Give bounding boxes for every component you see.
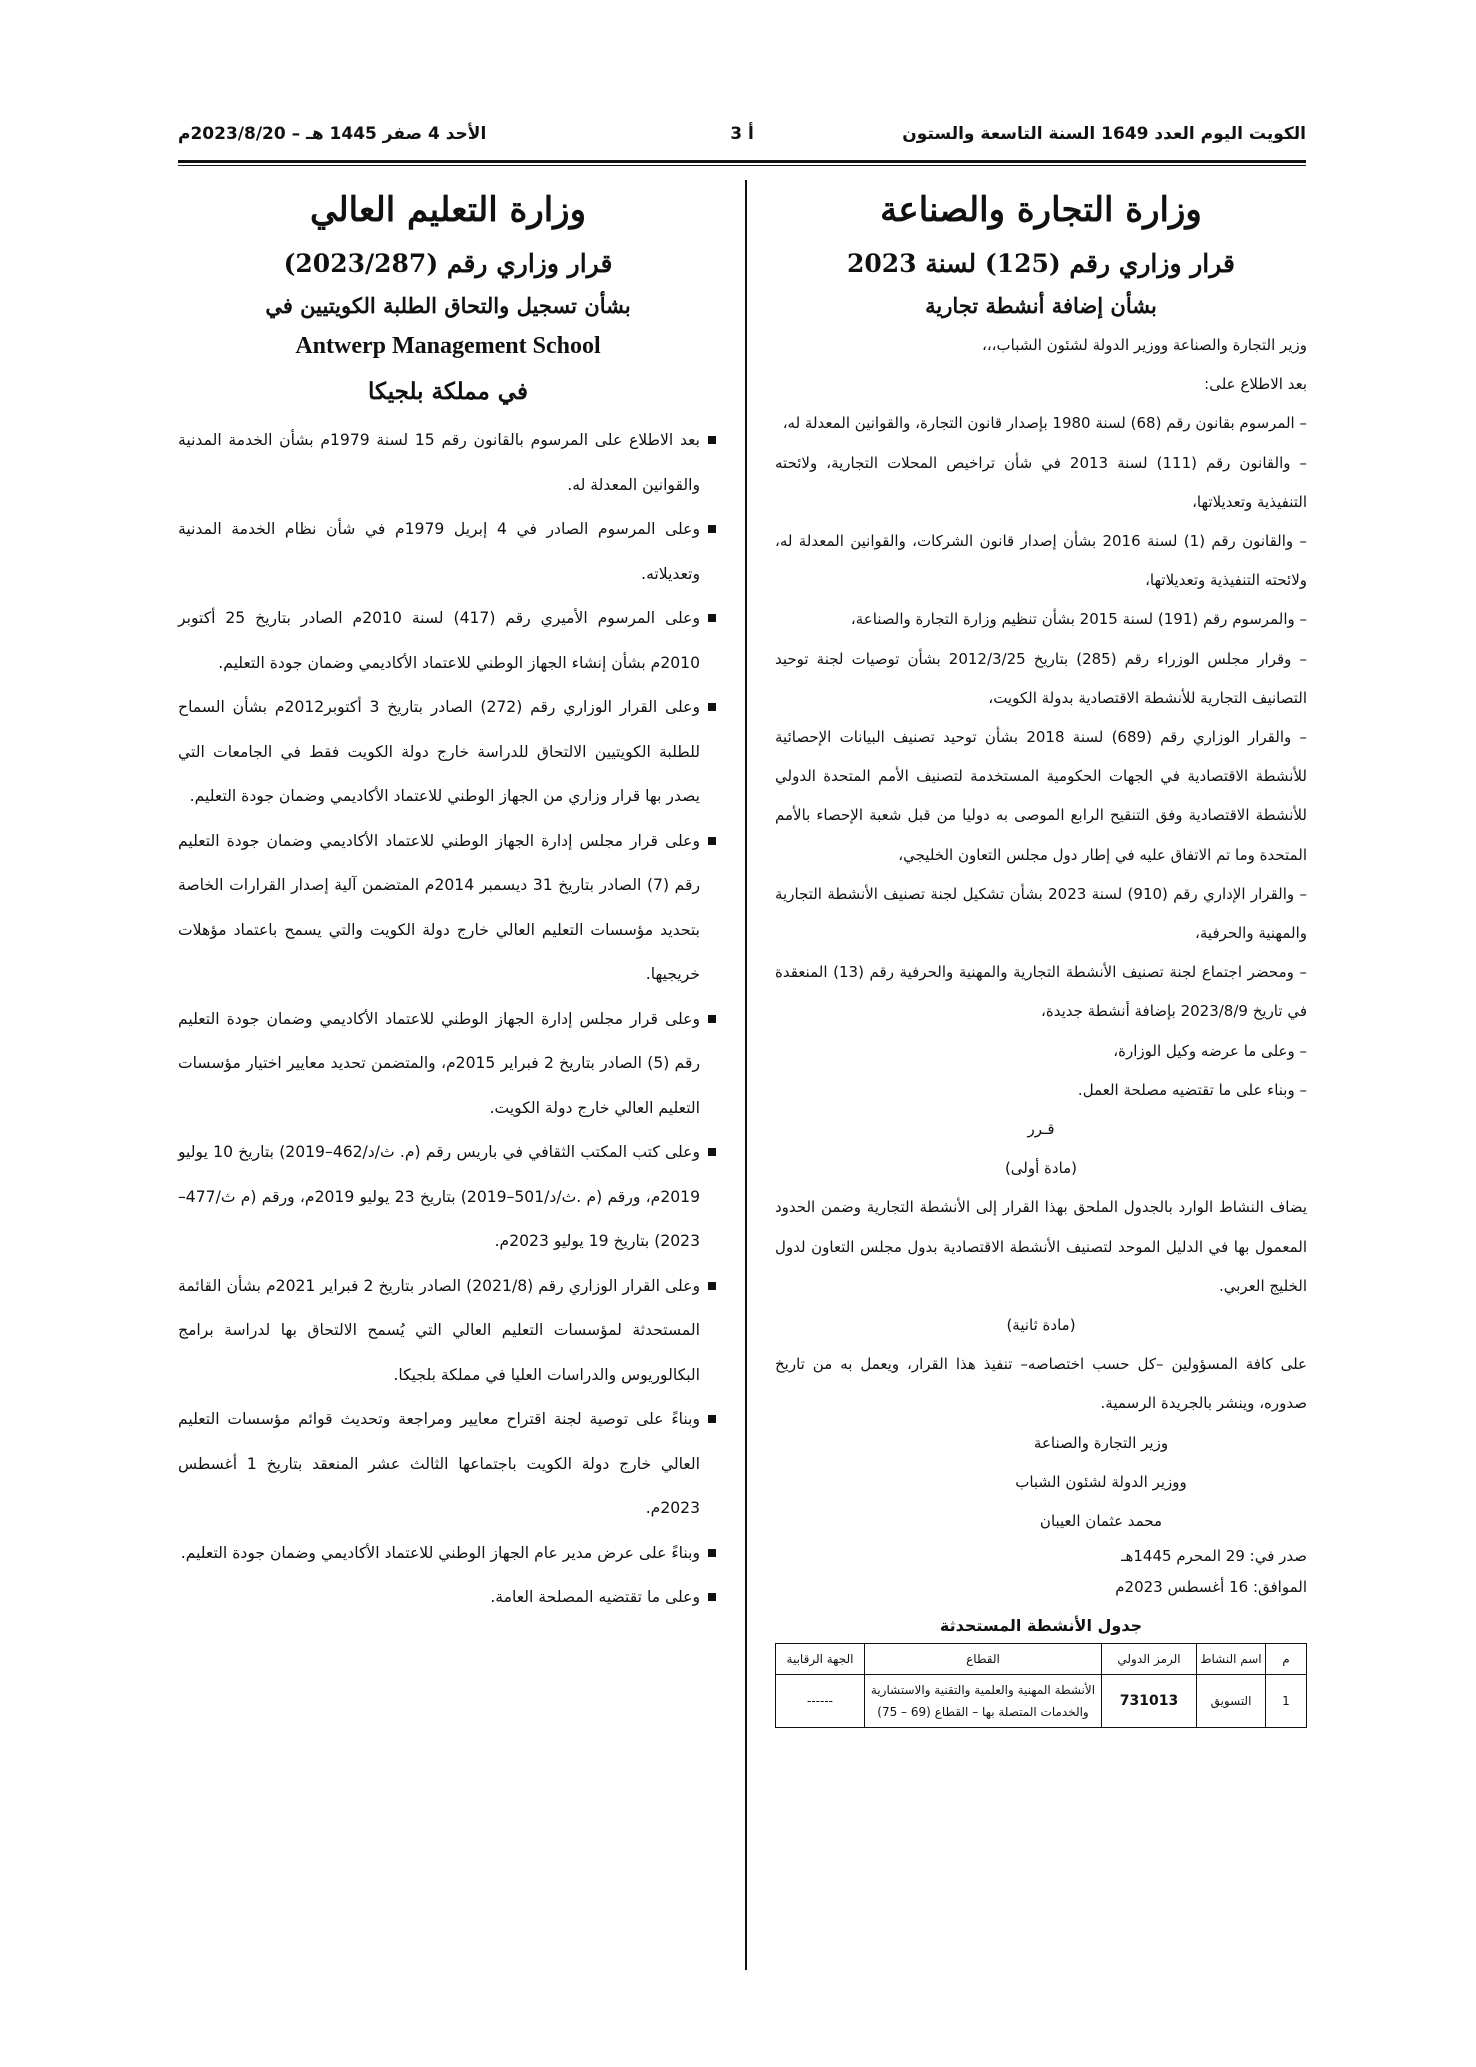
table-cell: 1	[1266, 1675, 1307, 1728]
recital-item: وعلى المرسوم الأميري رقم (417) لسنة 2010م الصادر بتاريخ 25 أكتوبر 2010م بشأن إنشاء الجهاز الوطني للاعتماد الأكاديمي وضمان جودة التعليم.	[178, 596, 718, 685]
recital: – وبناء على ما تقتضيه مصلحة العمل.	[1077, 1080, 1307, 1099]
recital-item: وعلى كتب المكتب الثقافي في باريس رقم (م. ث/د/462–2019) بتاريخ 10 يوليو 2019م، ورقم (م .ث/د/501–2019) بتاريخ 23 يوليو 2019م، ورقم (م ث/477–2023) بتاريخ 19 يوليو 2023م.	[178, 1130, 718, 1264]
recital-item: وعلى المرسوم الصادر في 4 إبريل 1979م في شأن نظام الخدمة المدنية وتعديلاته.	[178, 507, 718, 596]
signature-title: وزير التجارة والصناعة	[1033, 1433, 1169, 1452]
country-line: في مملكة بلجيكا	[368, 378, 528, 405]
table-title: جدول الأنشطة المستحدثة	[939, 1616, 1143, 1636]
header-page-number: أ 3	[730, 124, 754, 144]
table-cell: 731013	[1102, 1675, 1197, 1728]
commerce-decree-column	[775, 182, 1307, 1728]
article-1-title: (مادة أولى)	[1004, 1159, 1078, 1178]
ministry-title: وزارة التعليم العالي	[309, 190, 587, 230]
ministry-title: وزارة التجارة والصناعة	[880, 190, 1202, 230]
recital-item: وعلى القرار الوزاري رقم (2021/8) الصادر بتاريخ 2 فبراير 2021م بشأن القائمة المستحدثة لمؤسسات التعليم العالي التي يُسمح الالتحاق بها لدراسة برامج البكالوريوس والدراسات العليا في مملكة بلجيكا.	[178, 1264, 718, 1398]
recital-item: بعد الاطلاع على المرسوم بالقانون رقم 15 لسنة 1979م بشأن الخدمة المدنية والقوانين المعدلة له.	[178, 418, 718, 507]
header-rule	[178, 160, 1306, 163]
decree-number: قرار وزاري رقم (125) لسنة 2023	[847, 249, 1235, 278]
recital-item: وعلى ما تقتضيه المصلحة العامة.	[178, 1575, 718, 1620]
article-2-title: (مادة ثانية)	[1006, 1316, 1076, 1335]
recital-item: وعلى قرار مجلس إدارة الجهاز الوطني للاعتماد الأكاديمي وضمان جودة التعليم رقم (5) الصادر بتاريخ 2 فبراير 2015م، والمتضمن تحديد معايير اختيار مؤسسات التعليم العالي خارج دولة الكويت.	[178, 997, 718, 1131]
header-issue: الكويت اليوم العدد 1649 السنة التاسعة والستون	[902, 124, 1306, 144]
preamble-line: وزير التجارة والصناعة ووزير الدولة لشئون الشباب،،،	[982, 336, 1307, 354]
table-cell: الأنشطة المهنية والعلمية والتقنية والاستشارية والخدمات المتصلة بها – القطاع (69 – 75)	[865, 1675, 1102, 1728]
signatory-name: محمد عثمان العيبان	[1039, 1512, 1163, 1531]
decree-subject: بشأن تسجيل والتحاق الطلبة الكويتيين في	[265, 293, 631, 318]
recital: – والقرار الإداري رقم (910) لسنة 2023 بشأن تشكيل لجنة تصنيف الأنشطة التجارية والمهنية والحرفية،	[775, 884, 1307, 943]
article-1-text: يضاف النشاط الوارد بالجدول الملحق بهذا القرار إلى الأنشطة التجارية وضمن الحدود المعمول بها في الدليل الموحد لتصنيف الأنشطة الاقتصادية بدول مجلس التعاون لدول الخليج العربي.	[775, 1198, 1307, 1295]
recital: – والقانون رقم (111) لسنة 2013 في شأن تراخيص المحلات التجارية، ولائحته التنفيذية وتعديلاتها،	[775, 453, 1308, 511]
recital: – والقرار الوزاري رقم (689) لسنة 2018 بشأن توحيد تصنيف البيانات الإحصائية للأنشطة الاقتصادية في الجهات الحكومية المستخدمة لتصنيف الأمم المتحدة الدولي للأنشطة الاقتصادية وفق التنقيح الرابع الموصى به دوليا من قبل شعبة الإحصاء بالأمم المتحدة وما تم الاتفاق عليه في إطار دول مجلس التعاون الخليجي،	[775, 728, 1307, 864]
decree-number: قرار وزاري رقم (2023/287)	[283, 249, 613, 278]
article-2-text: على كافة المسؤولين –كل حسب اختصاصه– تنفيذ هذا القرار، ويعمل به من تاريخ صدوره، وينشر بالجريدة الرسمية.	[775, 1355, 1307, 1413]
header-cell: اسم النشاط	[1197, 1644, 1266, 1675]
header-cell: الجهة الرقابية	[776, 1644, 865, 1675]
header-date: الأحد 4 صفر 1445 هـ – 2023/8/20م	[178, 124, 487, 144]
issued-date-gregorian: الموافق: 16 أغسطس 2023م	[1115, 1578, 1307, 1597]
recital-item: وبناءً على توصية لجنة اقتراح معايير ومراجعة وتحديث قوائم مؤسسات التعليم العالي خارج دولة الكويت باجتماعها الثالث عشر المنعقد بتاريخ 1 أغسطس 2023م.	[178, 1397, 718, 1531]
table-row	[776, 1675, 1307, 1728]
recital: – المرسوم بقانون رقم (68) لسنة 1980 بإصدار قانون التجارة، والقوانين المعدلة له،	[782, 414, 1307, 433]
issued-date-hijri: صدر في: 29 المحرم 1445هـ	[1121, 1547, 1307, 1566]
recital: – والقانون رقم (1) لسنة 2016 بشأن إصدار قانون الشركات، والقوانين المعدلة له، ولائحته التنفيذية وتعديلاتها،	[775, 532, 1307, 590]
recital: – وقرار مجلس الوزراء رقم (285) بتاريخ 2012/3/25 بشأن توصيات لجنة توحيد التصانيف التجارية للأنشطة الاقتصادية بدولة الكويت،	[775, 649, 1307, 707]
page-header	[178, 118, 1306, 158]
table-cell: التسويق	[1197, 1675, 1266, 1728]
recital-item: وعلى قرار مجلس إدارة الجهاز الوطني للاعتماد الأكاديمي وضمان جودة التعليم رقم (7) الصادر بتاريخ 31 ديسمبر 2014م المتضمن آلية إصدار القرارات الخاصة بتحديد مؤسسات التعليم العالي خارج دولة الكويت والتي يسمح باعتماد مؤهلات خريجيها.	[178, 819, 718, 997]
recital: – ومحضر اجتماع لجنة تصنيف الأنشطة التجارية والمهنية والحرفية رقم (13) المنعقدة في تاريخ 2023/8/9 بإضافة أنشطة جديدة،	[775, 963, 1307, 1021]
header-cell: الرمز الدولي	[1102, 1644, 1197, 1675]
header-cell: م	[1266, 1644, 1307, 1675]
table-cell: ------	[776, 1675, 865, 1728]
preamble-line: بعد الاطلاع على:	[1204, 375, 1307, 394]
recital: – وعلى ما عرضه وكيل الوزارة،	[1113, 1041, 1307, 1060]
recital: – والمرسوم رقم (191) لسنة 2015 بشأن تنظيم وزارة التجارة والصناعة،	[850, 610, 1307, 629]
signature-title-2: ووزير الدولة لشئون الشباب	[1015, 1472, 1187, 1491]
column-divider	[745, 180, 747, 1970]
activities-table	[775, 1643, 1307, 1728]
decree-subject: بشأن إضافة أنشطة تجارية	[925, 293, 1157, 318]
table-header-row	[776, 1644, 1307, 1675]
higher-education-decree-column	[178, 182, 718, 1620]
decided-heading: قـرر	[1027, 1120, 1055, 1139]
recital-item: وعلى القرار الوزاري رقم (272) الصادر بتاريخ 3 أكتوبر2012م بشأن السماح للطلبة الكويتيين الالتحاق للدراسة خارج دولة الكويت فقط في الجامعات التي يصدر بها قرار وزاري من الجهاز الوطني للاعتماد الأكاديمي وضمان جودة التعليم.	[178, 685, 718, 819]
header-cell: القطاع	[865, 1644, 1102, 1675]
recital-item: وبناءً على عرض مدير عام الجهاز الوطني للاعتماد الأكاديمي وضمان جودة التعليم.	[178, 1531, 718, 1576]
school-name: Antwerp Management School	[295, 333, 601, 359]
header-rule-thin	[178, 165, 1306, 166]
